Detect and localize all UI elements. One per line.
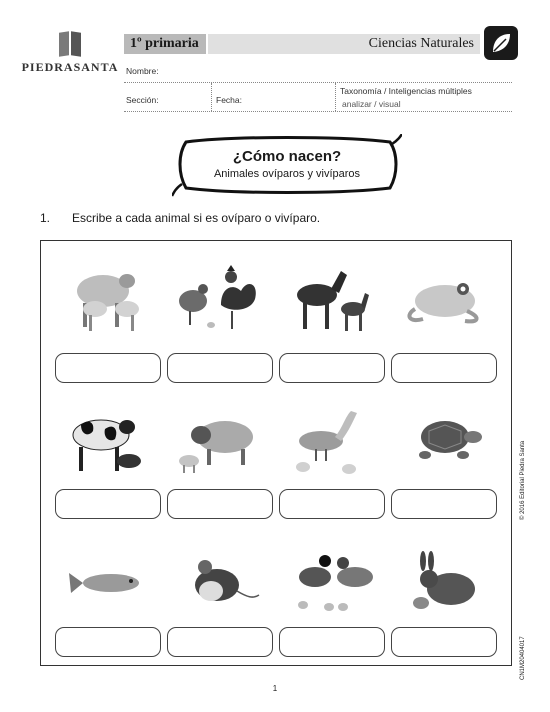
divider <box>124 82 512 83</box>
banner-subtitle: Animales ovíparos y vivíparos <box>213 168 361 180</box>
taxonomy-sub: analizar / visual <box>342 99 401 109</box>
answer-box-sheep[interactable] <box>55 353 161 383</box>
leaf-icon <box>484 26 518 60</box>
answer-box-geese[interactable] <box>279 489 385 519</box>
turtle-icon <box>401 407 491 477</box>
instruction-number: 1. <box>40 211 51 225</box>
answer-box-mouse[interactable] <box>167 627 273 657</box>
name-label: Nombre: <box>126 66 159 76</box>
divider <box>335 83 336 111</box>
rabbits-icon <box>401 547 491 617</box>
sheep-icon <box>65 265 155 335</box>
divider <box>124 111 512 112</box>
answer-box-ducks[interactable] <box>279 627 385 657</box>
answer-box-fish[interactable] <box>55 627 161 657</box>
divider <box>211 83 212 111</box>
answer-box-rabbits[interactable] <box>391 627 497 657</box>
answer-box-frog[interactable] <box>391 353 497 383</box>
answer-box-pigs[interactable] <box>167 489 273 519</box>
answer-box-cows[interactable] <box>55 489 161 519</box>
ducks-icon <box>291 547 381 617</box>
fish-icon <box>65 547 155 617</box>
banner-title: ¿Cómo nacen? <box>232 148 342 165</box>
cows-icon <box>65 407 155 477</box>
answer-box-turtle[interactable] <box>391 489 497 519</box>
exercise-panel <box>40 240 512 666</box>
answer-box-donkeys[interactable] <box>279 353 385 383</box>
publisher-name: PIEDRASANTA <box>21 60 119 74</box>
product-code: CN1M20404017 <box>520 636 526 680</box>
subject-title: Ciencias Naturales <box>208 34 480 54</box>
frog-icon <box>401 265 491 335</box>
geese-icon <box>291 407 381 477</box>
taxonomy-label: Taxonomía / Inteligencias múltiples <box>340 86 472 96</box>
answer-box-chickens[interactable] <box>167 353 273 383</box>
section-label: Sección: <box>126 95 159 105</box>
mouse-icon <box>171 547 261 617</box>
title-banner <box>172 134 402 198</box>
copyright-text: © 2016 Editorial Piedra Santa <box>520 440 526 520</box>
publisher-logo <box>20 32 120 75</box>
donkeys-icon <box>291 265 381 335</box>
book-icon <box>59 32 81 56</box>
page-number: 1 <box>272 684 278 693</box>
date-label: Fecha: <box>216 95 242 105</box>
pigs-icon <box>171 407 261 477</box>
chickens-icon <box>171 265 261 335</box>
instruction-text: Escribe a cada animal si es ovíparo o vivíparo. <box>72 211 321 225</box>
grade-label: 1º primaria <box>124 34 206 54</box>
